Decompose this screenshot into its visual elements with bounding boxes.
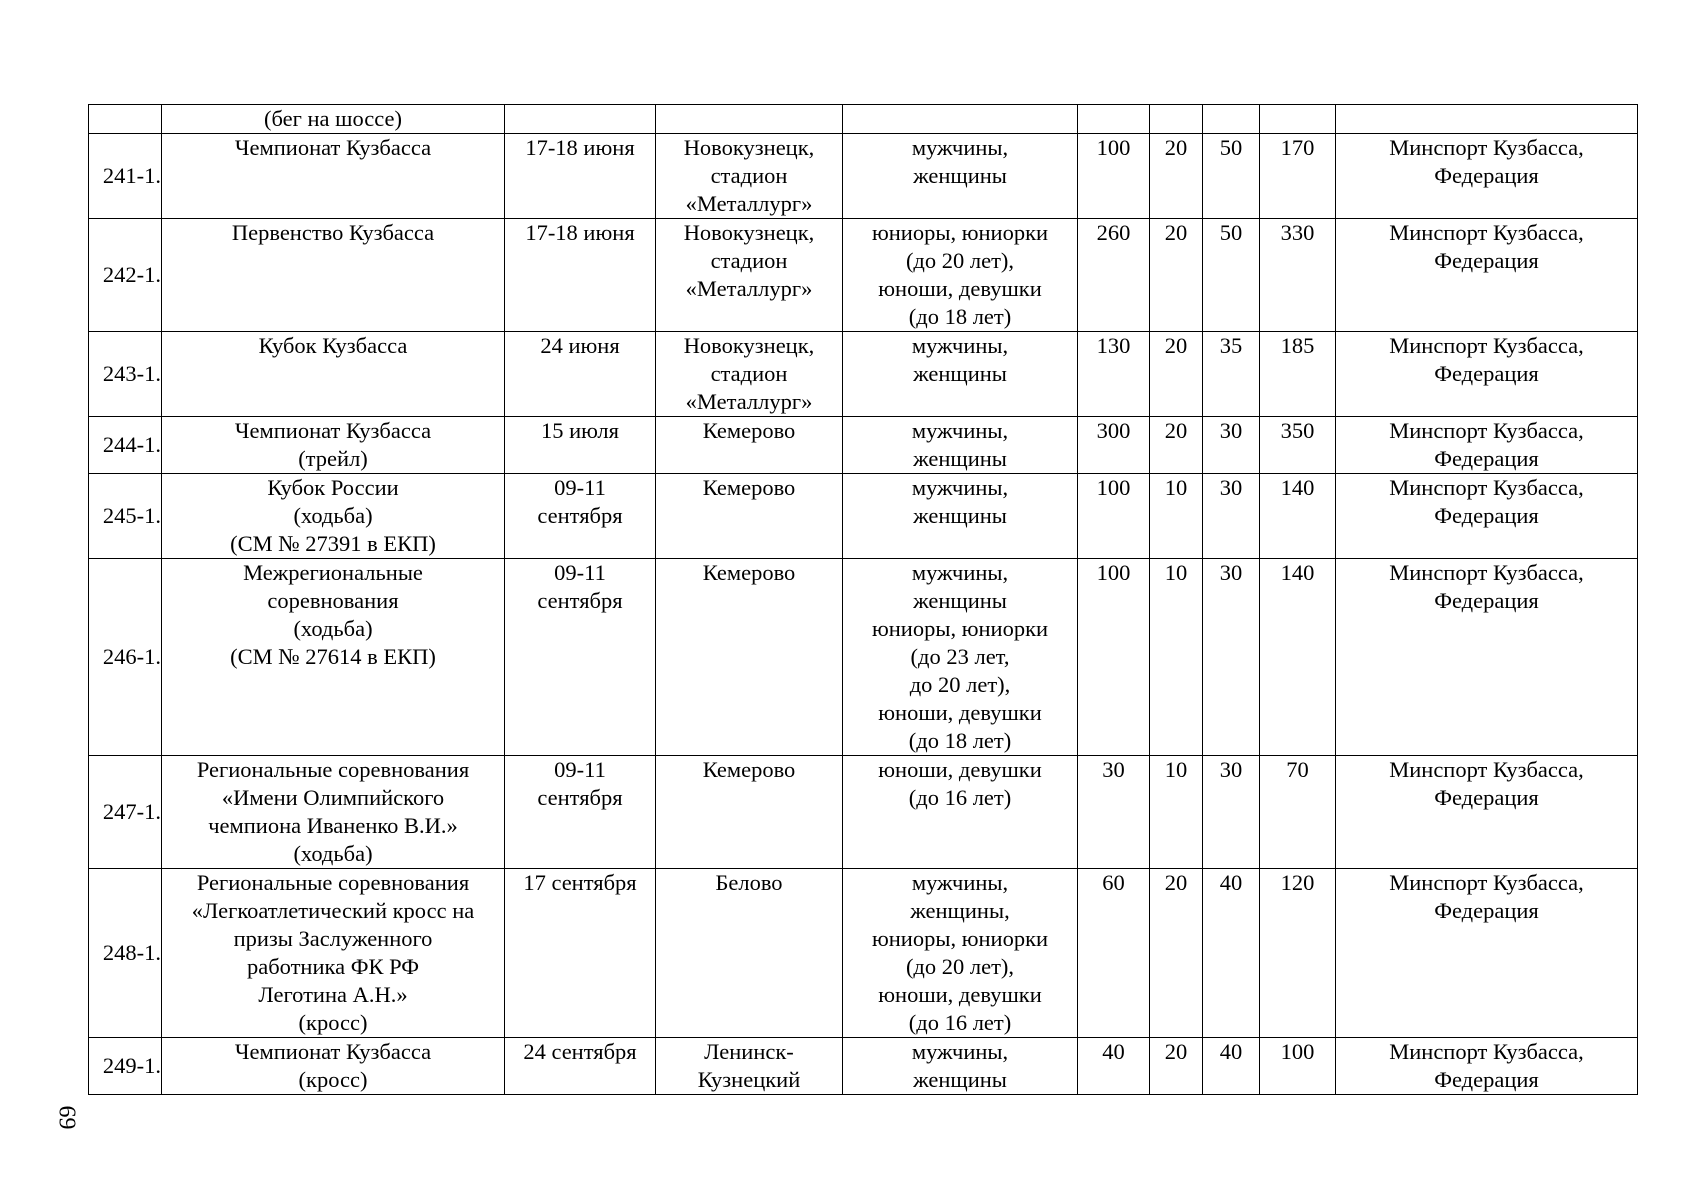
event-place-cell: Кемерово [656,756,843,869]
event-place-cell: Кемерово [656,474,843,559]
count-judges-cell: 20 [1150,869,1203,1038]
table-row [89,219,1638,332]
event-name-cell: Региональные соревнования «Имени Олимпийского чемпиона Иваненко В.И.» (ходьба) [162,756,505,869]
count-other-cell: 30 [1203,417,1260,474]
organizer-cell: Минспорт Кузбасса, Федерация [1336,417,1638,474]
table-body [89,105,1638,1095]
count-judges-cell: 10 [1150,559,1203,756]
event-number-cell [89,105,162,134]
count-total-cell: 140 [1260,474,1336,559]
count-athletes-cell: 100 [1078,559,1150,756]
event-date-cell: 17-18 июня [505,219,656,332]
count-other-cell: 50 [1203,219,1260,332]
count-athletes-cell: 100 [1078,474,1150,559]
count-total-cell: 70 [1260,756,1336,869]
event-date-cell: 15 июля [505,417,656,474]
count-total-cell [1260,105,1336,134]
event-place-cell: Кемерово [656,559,843,756]
count-athletes-cell [1078,105,1150,134]
count-judges-cell: 10 [1150,756,1203,869]
event-name-cell: Чемпионат Кузбасса (трейл) [162,417,505,474]
count-athletes-cell: 60 [1078,869,1150,1038]
event-name-cell: Кубок России (ходьба) (СМ № 27391 в ЕКП) [162,474,505,559]
organizer-cell: Минспорт Кузбасса, Федерация [1336,474,1638,559]
count-other-cell: 40 [1203,1038,1260,1095]
event-name-cell: Региональные соревнования «Легкоатлетический кросс на призы Заслуженного работника ФК РФ Леготина А.Н.» (кросс) [162,869,505,1038]
event-date-cell: 24 сентября [505,1038,656,1095]
participants-cell: мужчины, женщины [843,474,1078,559]
organizer-cell: Минспорт Кузбасса, Федерация [1336,756,1638,869]
count-other-cell: 30 [1203,756,1260,869]
count-athletes-cell: 300 [1078,417,1150,474]
event-date-cell: 09-11 сентября [505,474,656,559]
event-name-cell: Межрегиональные соревнования (ходьба) (СМ № 27614 в ЕКП) [162,559,505,756]
organizer-cell: Минспорт Кузбасса, Федерация [1336,332,1638,417]
count-judges-cell: 20 [1150,219,1203,332]
count-athletes-cell: 130 [1078,332,1150,417]
count-other-cell: 50 [1203,134,1260,219]
table-row [89,559,1638,756]
count-athletes-cell: 260 [1078,219,1150,332]
participants-cell: мужчины, женщины, юниоры, юниорки (до 20 лет), юноши, девушки (до 16 лет) [843,869,1078,1038]
participants-cell: мужчины, женщины [843,134,1078,219]
event-name-cell: Кубок Кузбасса [162,332,505,417]
page-number: 69 [53,1105,80,1130]
count-other-cell [1203,105,1260,134]
table-row [89,105,1638,134]
table-row [89,474,1638,559]
event-place-cell: Белово [656,869,843,1038]
count-judges-cell: 20 [1150,417,1203,474]
count-other-cell: 30 [1203,474,1260,559]
event-date-cell: 09-11 сентября [505,559,656,756]
event-number-cell: 247-1. [89,756,162,869]
table-row [89,756,1638,869]
event-place-cell: Новокузнецк, стадион «Металлург» [656,134,843,219]
event-number-cell: 246-1. [89,559,162,756]
participants-cell [843,105,1078,134]
event-date-cell: 17 сентября [505,869,656,1038]
event-place-cell: Кемерово [656,417,843,474]
event-number-cell: 249-1. [89,1038,162,1095]
event-number-cell: 244-1. [89,417,162,474]
event-place-cell: Новокузнецк, стадион «Металлург» [656,219,843,332]
table-row [89,1038,1638,1095]
table-row [89,134,1638,219]
count-total-cell: 170 [1260,134,1336,219]
event-number-cell: 241-1. [89,134,162,219]
event-number-cell: 243-1. [89,332,162,417]
count-total-cell: 350 [1260,417,1336,474]
event-date-cell: 09-11 сентября [505,756,656,869]
event-number-cell: 248-1. [89,869,162,1038]
competition-schedule-table [88,104,1638,1095]
organizer-cell: Минспорт Кузбасса, Федерация [1336,134,1638,219]
count-judges-cell: 20 [1150,332,1203,417]
count-total-cell: 140 [1260,559,1336,756]
participants-cell: мужчины, женщины [843,1038,1078,1095]
table-row [89,869,1638,1038]
event-place-cell: Ленинск- Кузнецкий [656,1038,843,1095]
event-name-cell: (бег на шоссе) [162,105,505,134]
count-athletes-cell: 30 [1078,756,1150,869]
event-date-cell [505,105,656,134]
table-row [89,417,1638,474]
count-judges-cell: 20 [1150,1038,1203,1095]
participants-cell: мужчины, женщины [843,332,1078,417]
count-other-cell: 35 [1203,332,1260,417]
count-total-cell: 185 [1260,332,1336,417]
participants-cell: юниоры, юниорки (до 20 лет), юноши, девушки (до 18 лет) [843,219,1078,332]
organizer-cell: Минспорт Кузбасса, Федерация [1336,1038,1638,1095]
event-date-cell: 24 июня [505,332,656,417]
participants-cell: мужчины, женщины юниоры, юниорки (до 23 лет, до 20 лет), юноши, девушки (до 18 лет) [843,559,1078,756]
event-place-cell [656,105,843,134]
count-athletes-cell: 100 [1078,134,1150,219]
count-judges-cell: 10 [1150,474,1203,559]
organizer-cell: Минспорт Кузбасса, Федерация [1336,219,1638,332]
count-total-cell: 100 [1260,1038,1336,1095]
table-row [89,332,1638,417]
count-other-cell: 40 [1203,869,1260,1038]
event-number-cell: 245-1. [89,474,162,559]
event-number-cell: 242-1. [89,219,162,332]
event-date-cell: 17-18 июня [505,134,656,219]
count-athletes-cell: 40 [1078,1038,1150,1095]
organizer-cell: Минспорт Кузбасса, Федерация [1336,559,1638,756]
participants-cell: юноши, девушки (до 16 лет) [843,756,1078,869]
event-name-cell: Чемпионат Кузбасса (кросс) [162,1038,505,1095]
participants-cell: мужчины, женщины [843,417,1078,474]
organizer-cell [1336,105,1638,134]
event-place-cell: Новокузнецк, стадион «Металлург» [656,332,843,417]
count-total-cell: 120 [1260,869,1336,1038]
count-other-cell: 30 [1203,559,1260,756]
count-judges-cell [1150,105,1203,134]
event-name-cell: Первенство Кузбасса [162,219,505,332]
count-judges-cell: 20 [1150,134,1203,219]
organizer-cell: Минспорт Кузбасса, Федерация [1336,869,1638,1038]
count-total-cell: 330 [1260,219,1336,332]
event-name-cell: Чемпионат Кузбасса [162,134,505,219]
